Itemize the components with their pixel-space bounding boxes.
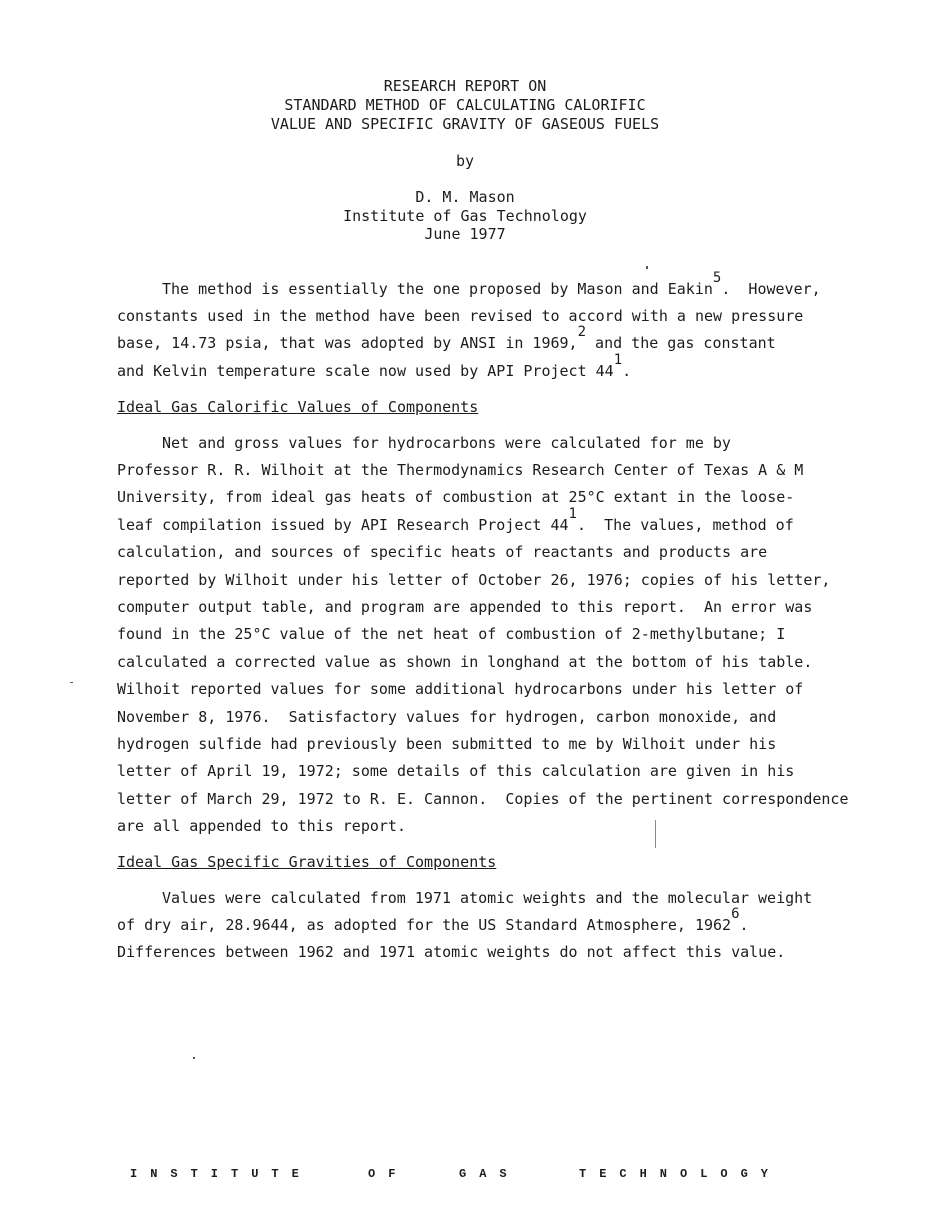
paragraph-line: computer output table, and program are appended to this report. An error was [117,598,813,616]
text: . The values, method of [576,516,794,534]
paragraph-line: Professor R. R. Wilhoit at the Thermodynamics Research Center of Texas A & M [117,461,804,479]
scan-speck [70,682,73,683]
section-heading-calorific: Ideal Gas Calorific Values of Components [117,398,479,416]
footnote-ref: 2 [577,324,587,340]
intro-line [117,352,632,380]
footer-word-technology: TECHNOLOGY [579,1167,782,1181]
report-title-line-3: VALUE AND SPECIFIC GRAVITY OF GASEOUS FUELS [270,115,660,133]
paragraph-line [117,506,794,534]
author-institution: Institute of Gas Technology [343,207,587,225]
text: . [622,362,632,380]
scan-speck [655,820,656,848]
byline: by [455,152,475,170]
report-title-line-2: STANDARD METHOD OF CALCULATING CALORIFIC [284,96,646,114]
text: and the gas constant [586,334,776,352]
text: of dry air, 28.9644, as adopted for the US Standard Atmosphere, 1962 [117,916,732,934]
scan-speck [646,266,648,269]
footer-word-gas: GAS [459,1167,520,1181]
text: leaf compilation issued by API Research Project 44 [117,516,569,534]
paragraph-line: University, from ideal gas heats of combustion at 25°C extant in the loose- [117,488,795,506]
text: . However, [721,280,821,298]
footnote-ref: 1 [568,506,577,522]
intro-line [117,324,776,352]
paragraph-line: letter of April 19, 1972; some details of this calculation are given in his [117,762,795,780]
section-heading-specific-gravity: Ideal Gas Specific Gravities of Components [117,853,497,871]
paragraph-line: reported by Wilhoit under his letter of October 26, 1976; copies of his letter, [117,571,831,589]
footnote-ref: 5 [712,270,722,286]
text: base, 14.73 psia, that was adopted by ANSI in 1969, [117,334,578,352]
text: The method is essentially the one proposed by Mason and Eakin [162,280,713,298]
scan-speck [193,1057,195,1059]
paragraph-line: calculation, and sources of specific heats of reactants and products are [117,543,768,561]
report-date: June 1977 [424,225,506,243]
paragraph-line: Differences between 1962 and 1971 atomic weights do not affect this value. [117,943,786,961]
paragraph-line: Net and gross values for hydrocarbons were calculated for me by [162,434,731,452]
author-name: D. M. Mason [415,188,515,206]
intro-line [162,270,821,298]
footer-word-of: OF [368,1167,409,1181]
paragraph-line: Values were calculated from 1971 atomic weights and the molecular weight [162,889,813,907]
report-title-line-1: RESEARCH REPORT ON [383,77,547,95]
paragraph-line: hydrogen sulfide had previously been submitted to me by Wilhoit under his [117,735,777,753]
intro-line: constants used in the method have been revised to accord with a new pressure [117,307,804,325]
paragraph-line: November 8, 1976. Satisfactory values for hydrogen, carbon monoxide, and [117,708,777,726]
footer-word-institute: INSTITUTE [130,1167,312,1181]
paragraph-line: are all appended to this report. [117,817,406,835]
footnote-ref: 6 [731,906,740,922]
text: and Kelvin temperature scale now used by API Project 44 [117,362,614,380]
paragraph-line: calculated a corrected value as shown in longhand at the bottom of his table. [117,653,813,671]
paragraph-line [117,906,749,934]
paragraph-line: found in the 25°C value of the net heat of combustion of 2-methylbutane; I [117,625,786,643]
paragraph-line: letter of March 29, 1972 to R. E. Cannon. Copies of the pertinent correspondence [117,790,849,808]
paragraph-line: Wilhoit reported values for some additional hydrocarbons under his letter of [117,680,804,698]
footnote-ref: 1 [613,352,623,368]
text: . [739,916,749,934]
